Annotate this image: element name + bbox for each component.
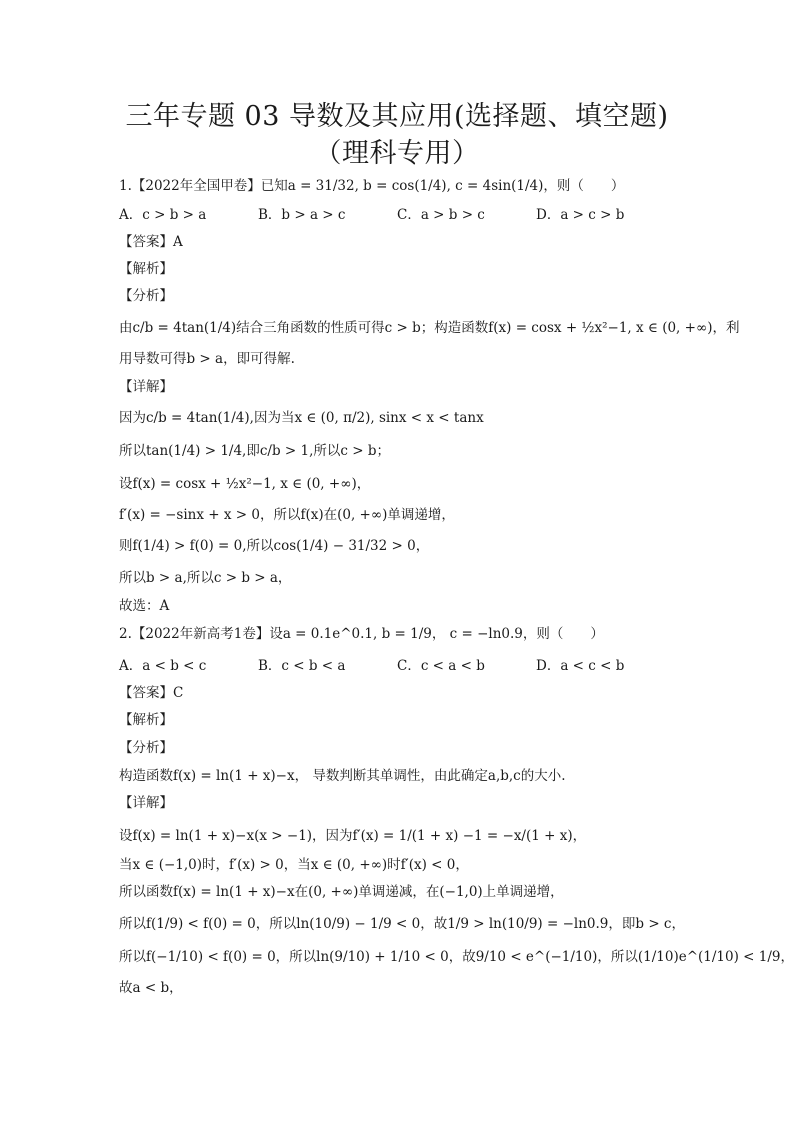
q2-detail-line6: 故a < b， [119, 980, 183, 996]
q2-option-c: C．c < a < b [397, 658, 485, 674]
q2-detail-line4: 所以f(1/9) < f(0) = 0，所以ln(10/9) − 1/9 < 0，故1/9 > ln(10/9) = −ln0.9，即b > c， [119, 916, 685, 932]
q1-option-d: D．a > c > b [536, 207, 625, 223]
q1-detail-line5: 则f(1/4) > f(0) = 0,所以cos(1/4) − 31/32 > 0， [119, 538, 430, 554]
q1-jiexi-label: 【解析】 [119, 261, 173, 277]
q1-detail-line1: 因为c/b = 4tan(1/4),因为当x ∈ (0, π/2), sinx < x < tanx [119, 410, 484, 426]
q2-detail-line1: 设f(x) = ln(1 + x)−x(x > −1)，因为f′(x) = 1/(1 + x) −1 = −x/(1 + x)， [119, 828, 587, 844]
q1-analysis-line1: 由c/b = 4tan(1/4)结合三角函数的性质可得c > b；构造函数f(x) = cosx + ½x²−1, x ∈ (0, +∞)，利 [119, 320, 740, 336]
q1-detail-line2: 所以tan(1/4) > 1/4,即c/b > 1,所以c > b； [119, 443, 390, 459]
page-subtitle: （理科专用） [314, 138, 480, 169]
q2-analysis: 构造函数f(x) = ln(1 + x)−x， 导数判断其单调性，由此确定a,b,c的大小. [119, 768, 566, 784]
q1-answer: 【答案】A [119, 234, 183, 250]
q1-option-b: B．b > a > c [258, 207, 346, 223]
page-title: 三年专题 03 导数及其应用(选择题、填空题) [125, 101, 669, 132]
q1-conclusion: 故选：A [119, 598, 170, 614]
q1-option-c: C．a > b > c [397, 207, 485, 223]
q2-option-a: A．a < b < c [119, 658, 207, 674]
q2-detail-line3: 所以函数f(x) = ln(1 + x)−x在(0, +∞)单调递减，在(−1,0)上单调递增， [119, 884, 564, 900]
q2-answer: 【答案】C [119, 685, 184, 701]
q1-analysis-line2: 用导数可得b > a，即可得解. [119, 351, 295, 367]
q2-option-d: D．a < c < b [536, 658, 625, 674]
q2-fenxi-label: 【分析】 [119, 740, 173, 756]
q2-option-b: B．c < b < a [258, 658, 346, 674]
q1-detail-line6: 所以b > a,所以c > b > a， [119, 570, 292, 586]
q1-detail-line4: f′(x) = −sinx + x > 0，所以f(x)在(0, +∞)单调递增， [119, 507, 455, 523]
q2-detail-line2: 当x ∈ (−1,0)时，f′(x) > 0，当x ∈ (0, +∞)时f′(x) < 0， [119, 857, 469, 873]
q1-fenxi-label: 【分析】 [119, 288, 173, 304]
q2-stem: 2.【2022年新高考1卷】设a = 0.1e^0.1, b = 1/9， c = −ln0.9，则（ ） [119, 626, 604, 642]
q2-jiexi-label: 【解析】 [119, 712, 173, 728]
q2-detail-line5: 所以f(−1/10) < f(0) = 0，所以ln(9/10) + 1/10 < 0，故9/10 < e^(−1/10)，所以(1/10)e^(1/10) < 1/9， [119, 949, 794, 965]
q1-xiangjie-label: 【详解】 [119, 379, 173, 395]
q2-xiangjie-label: 【详解】 [119, 795, 173, 811]
q1-stem: 1.【2022年全国甲卷】已知a = 31/32, b = cos(1/4), c = 4sin(1/4)，则（ ） [119, 178, 625, 194]
q1-detail-line3: 设f(x) = cosx + ½x²−1, x ∈ (0, +∞)， [119, 476, 371, 492]
q1-option-a: A．c > b > a [119, 207, 207, 223]
